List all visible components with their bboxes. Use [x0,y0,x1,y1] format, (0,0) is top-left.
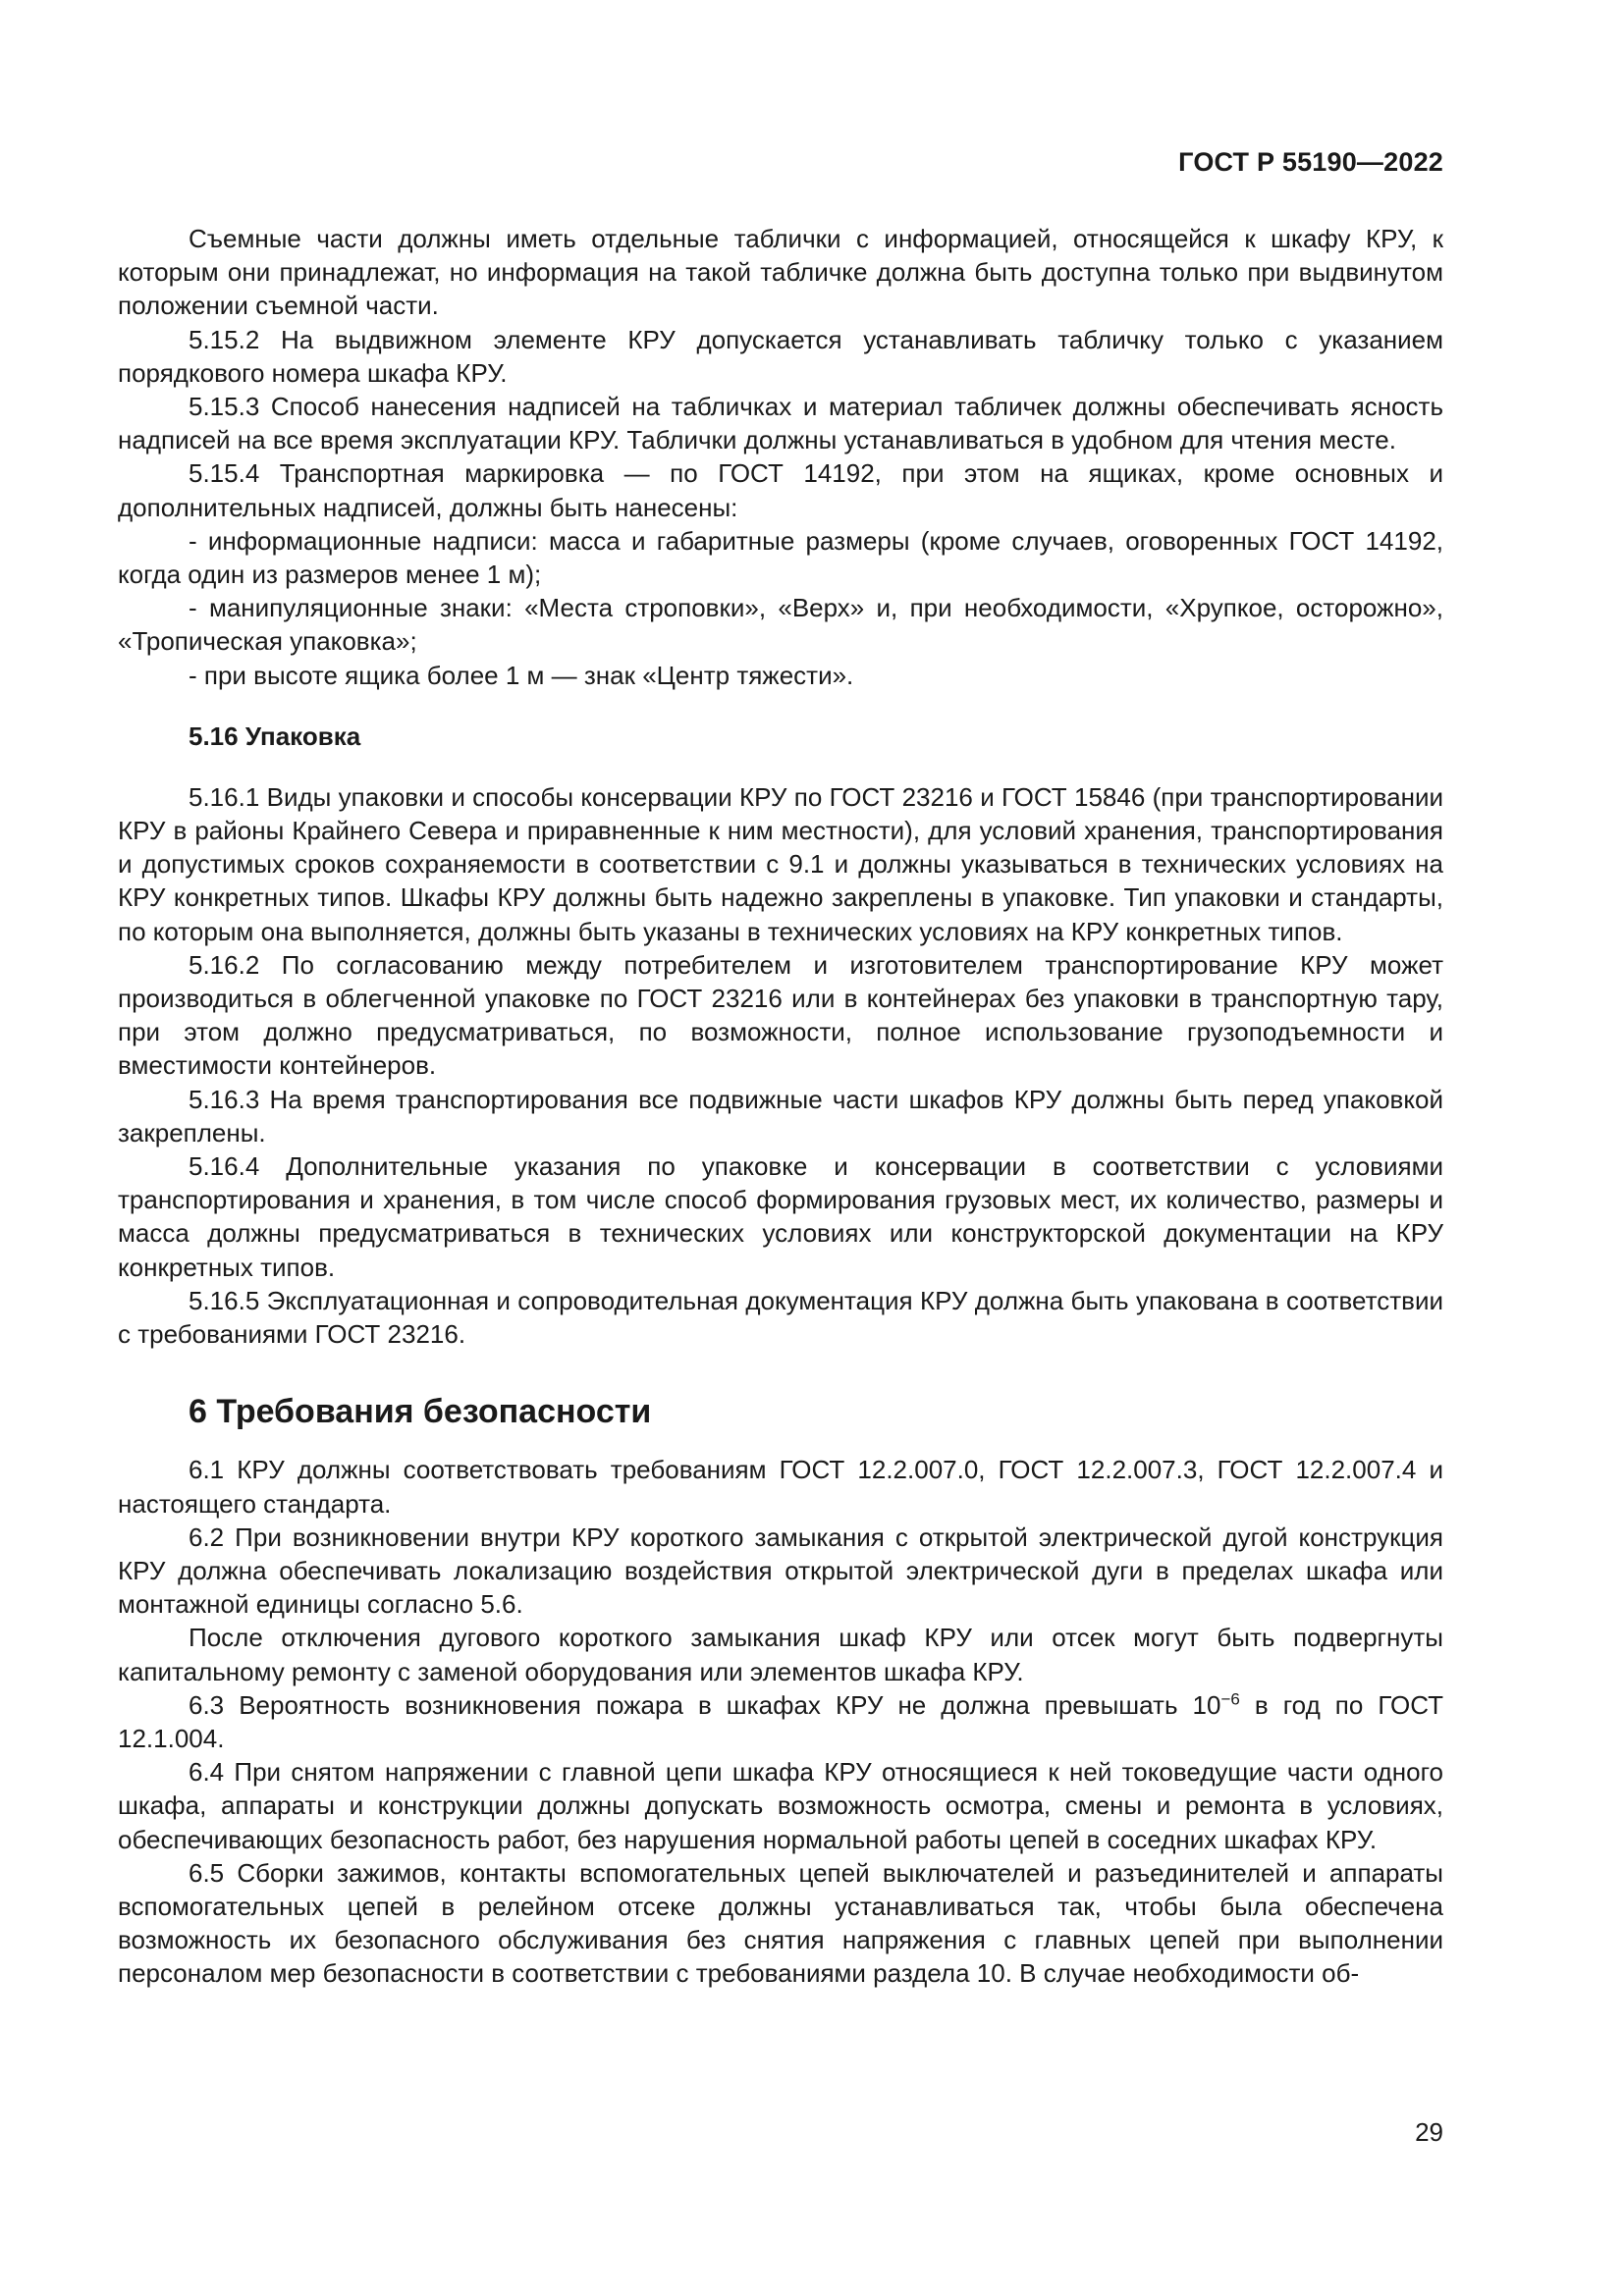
section-heading: 6 Требования безопасности [189,1393,652,1431]
list-item: - при высоте ящика более 1 м — знак «Центр тяжести». [189,660,854,690]
paragraph: 5.15.2 На выдвижном элементе КРУ допускается устанавливать табличку только с указанием порядкового номера шкафа КРУ. [118,324,1443,388]
paragraph: 6.5 Сборки зажимов, контакты вспомогательных цепей выключателей и разъединителей и аппараты вспомогательных цепей в релейном отсеке должны устанавливаться так, чтобы была обеспечена возможность их безопасного обслуживания без снятия напряжения с главных цепей при выполнении персоналом мер безопасности в соответствии с требованиями раздела 10. В случае необходимости об- [118,1857,1443,1989]
paragraph: 5.15.4 Транспортная маркировка — по ГОСТ 14192, при этом на ящиках, кроме основных и дополнительных надписей, должны быть нанесены: [118,458,1443,522]
paragraph: 6.4 При снятом напряжении с главной цепи шкафа КРУ относящиеся к ней токоведущие части одного шкафа, аппараты и конструкции должны допускать возможность осмотра, смены и ремонта в условиях, обеспечивающих безопасность работ, без нарушения нормальной работы цепей в соседних шкафах КРУ. [118,1757,1443,1854]
paragraph-6-3-tail: в год по ГОСТ 12.1.004. [118,1689,1444,1753]
paragraph-6-3-text: 6.3 Вероятность возникновения пожара в шкафах КРУ не должна превышать 10 [189,1689,1221,1720]
document-page [118,0,1443,2296]
paragraph-6-3 [118,1688,1443,1755]
paragraph: 5.16.4 Дополнительные указания по упаковке и консервации в соответствии с условиями транспортирования и хранения, в том числе способ формирования грузовых мест, их количество, размеры и масса должны предусматриваться в технических условиях или конструкторской документации на КРУ конкретных типов. [118,1151,1443,1282]
page-number: 29 [1415,2117,1443,2147]
exponent: −6 [1220,1689,1240,1709]
paragraph: 6.1 КРУ должны соответствовать требованиям ГОСТ 12.2.007.0, ГОСТ 12.2.007.3, ГОСТ 12.2.007.4 и настоящего стандарта. [118,1455,1443,1519]
paragraph: 5.16.2 По согласованию между потребителем и изготовителем транспортирование КРУ может производиться в облегченной упаковке по ГОСТ 23216 или в контейнерах без упаковки в транспортную тару, при этом должно предусматриваться, по возможности, полное использование грузоподъемности и вместимости контейнеров. [118,949,1443,1081]
list-item: - манипуляционные знаки: «Места строповки», «Верх» и, при необходимости, «Хрупкое, осторожно», «Тропическая упаковка»; [118,593,1443,657]
document-body [118,222,1443,1991]
paragraph: После отключения дугового короткого замыкания шкаф КРУ или отсек могут быть подвергнуты капитальному ремонту с заменой оборудования или элементов шкафа КРУ. [118,1623,1443,1686]
paragraph: 5.16.1 Виды упаковки и способы консервации КРУ по ГОСТ 23216 и ГОСТ 15846 (при транспортировании КРУ в районы Крайнего Севера и приравненные к ним местности), для условий хранения, транспортирования и допустимых сроков сохраняемости в соответствии с 9.1 и должны указываться в технических условиях на КРУ конкретных типов. Шкафы КРУ должны быть надежно закреплены в упаковке. Тип упаковки и стандарты, по которым она выполняется, должны быть указаны в технических условиях на КРУ конкретных типов. [118,781,1443,946]
paragraph: 5.16.3 На время транспортирования все подвижные части шкафов КРУ должны быть перед упаковкой закреплены. [118,1084,1443,1148]
paragraph: 5.15.3 Способ нанесения надписей на табличках и материал табличек должны обеспечивать ясность надписей на все время эксплуатации КРУ. Таблички должны устанавливаться в удобном для чтения месте. [118,392,1443,455]
paragraph: Съемные части должны иметь отдельные таблички с информацией, относящейся к шкафу КРУ, к которым они принадлежат, но информация на такой табличке должна быть доступна только при выдвинутом положении съемной части. [118,224,1443,321]
paragraph: 6.2 При возникновении внутри КРУ короткого замыкания с открытой электрической дугой конструкция КРУ должна обеспечивать локализацию воздействия открытой электрической дуги в пределах шкафа или монтажной единицы согласно 5.6. [118,1522,1443,1620]
paragraph: 5.16.5 Эксплуатационная и сопроводительная документация КРУ должна быть упакована в соответствии с требованиями ГОСТ 23216. [118,1285,1443,1350]
document-code-header: ГОСТ Р 55190—2022 [1178,147,1443,177]
list-item: - информационные надписи: масса и габаритные размеры (кроме случаев, оговоренных ГОСТ 14192, когда один из размеров менее 1 м); [118,525,1443,590]
subsection-heading: 5.16 Упаковка [189,721,361,751]
